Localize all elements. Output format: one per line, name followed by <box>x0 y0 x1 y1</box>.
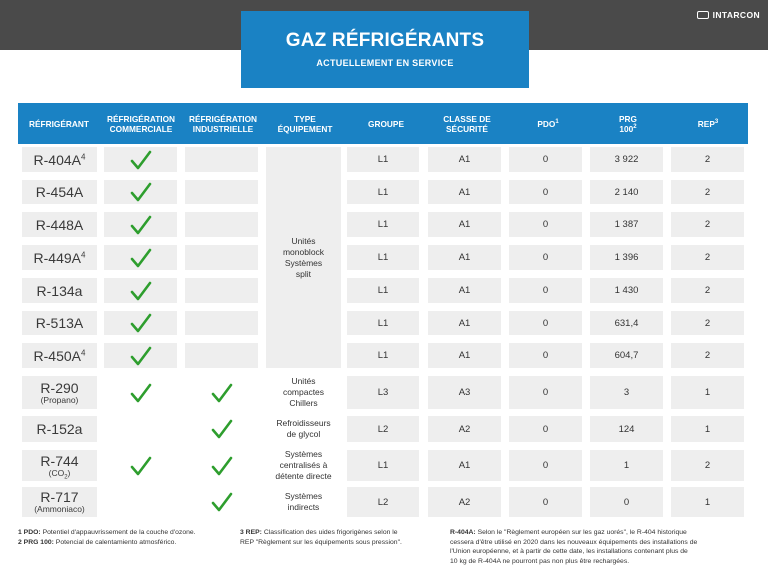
header-prg: PRG $100^2$ <box>619 113 637 134</box>
pdo-cell: 0 <box>509 311 582 335</box>
industrial-check-cell <box>185 487 258 517</box>
type-cell-monoblock: Unités monoblock Systèmes split <box>266 147 341 368</box>
safety-class-cell: A1 <box>428 343 501 368</box>
refrigerant-cell: R-513A <box>22 311 97 335</box>
commercial-check-cell <box>104 311 177 335</box>
safety-class-cell: A1 <box>428 212 501 237</box>
footnote-r404a: R-404A: Selon le "Règlement européen sur les gaz uorés", le R-404 historique cessera d'être utilisé en 2020 dans les nouveaux équipements des installations de l'Union européenne, et à partir de cette date, les installations contenant plus de 10 kg de R-404A ne pourront pas non plus être rechargées. <box>450 529 698 565</box>
pdo-cell: 0 <box>509 487 582 517</box>
prg-cell: 0 <box>590 487 663 517</box>
commercial-check-cell <box>104 487 177 517</box>
rep-cell: 2 <box>671 147 744 172</box>
page-title: GAZ RÉFRIGÉRANTS <box>285 30 485 51</box>
brand-name: INTARCON <box>712 10 760 20</box>
prg-cell: 2 140 <box>590 180 663 204</box>
rep-cell: 2 <box>671 278 744 303</box>
commercial-check-cell <box>104 245 177 270</box>
prg-cell: 1 430 <box>590 278 663 303</box>
refrigerant-cell: R-717 (Ammoniaco) <box>22 487 97 517</box>
industrial-check-cell <box>185 311 258 335</box>
header-industrial: RÉFRIGÉRATION INDUSTRIELLE <box>188 113 258 134</box>
header-pdo: PDO$^1$ <box>537 118 559 129</box>
industrial-check-cell <box>185 212 258 237</box>
industrial-check-cell <box>185 245 258 270</box>
brand-logo <box>697 10 760 20</box>
commercial-check-cell <box>104 278 177 303</box>
header-type: TYPE ÉQUIPEMENT <box>277 113 333 134</box>
prg-cell: 631,4 <box>590 311 663 335</box>
industrial-check-cell <box>185 278 258 303</box>
footnotes-left: 1 PDO: Potentiel d'appauvrissement de la couche d'ozone. 2 PRG 100: Potencial de calentamiento atmosférico. <box>18 529 196 546</box>
prg-cell: 3 <box>590 376 663 409</box>
group-cell: L1 <box>347 147 419 172</box>
group-cell: L2 <box>347 416 419 442</box>
pdo-cell: 0 <box>509 450 582 481</box>
safety-class-cell: A1 <box>428 147 501 172</box>
group-cell: L1 <box>347 311 419 335</box>
prg-cell: 1 396 <box>590 245 663 270</box>
safety-class-cell: A1 <box>428 245 501 270</box>
industrial-check-cell <box>185 376 258 409</box>
check-icon <box>130 383 152 403</box>
safety-class-cell: A2 <box>428 416 501 442</box>
commercial-check-cell <box>104 180 177 204</box>
rep-cell: 2 <box>671 343 744 368</box>
refrigerant-cell: R-134a <box>22 278 97 303</box>
check-icon <box>130 248 152 268</box>
rep-cell: 2 <box>671 450 744 481</box>
pdo-cell: 0 <box>509 147 582 172</box>
type-cell-centralized: Systèmes centralisés à détente directe <box>266 450 341 481</box>
header-group: GROUPE <box>368 118 404 129</box>
rep-cell: 1 <box>671 487 744 517</box>
refrigerant-cell: $R-449A^4$ <box>22 245 97 270</box>
page-subtitle: ACTUELLEMENT EN SERVICE <box>316 58 454 68</box>
refrigerant-cell: R-290 (Propano) <box>22 376 97 409</box>
check-icon <box>130 313 152 333</box>
group-cell: L3 <box>347 376 419 409</box>
refrigerant-cell: R-152a <box>22 416 97 442</box>
refrigerant-cell: R-454A <box>22 180 97 204</box>
check-icon <box>211 419 233 439</box>
type-cell-indirect: Systèmes indirects <box>266 487 341 517</box>
pdo-cell: 0 <box>509 212 582 237</box>
pdo-cell: 0 <box>509 376 582 409</box>
group-cell: L2 <box>347 487 419 517</box>
commercial-check-cell <box>104 450 177 481</box>
safety-class-cell: A1 <box>428 180 501 204</box>
commercial-check-cell <box>104 147 177 172</box>
rep-cell: 2 <box>671 311 744 335</box>
rep-cell: 2 <box>671 212 744 237</box>
safety-class-cell: A1 <box>428 311 501 335</box>
industrial-check-cell <box>185 343 258 368</box>
group-cell: L1 <box>347 212 419 237</box>
footnote-rep: 3 REP: Classification des uides frigorigènes selon le REP "Règlement sur les équipements sous pression". <box>240 529 402 546</box>
commercial-check-cell <box>104 343 177 368</box>
type-cell-glycol: Refroidisseurs de glycol <box>266 416 341 442</box>
safety-class-cell: A3 <box>428 376 501 409</box>
pdo-cell: 0 <box>509 343 582 368</box>
refrigerant-cell: R-744 $(CO_2)$ <box>22 450 97 481</box>
refrigerant-cell: $R-404A^4$ <box>22 147 97 172</box>
commercial-check-cell <box>104 416 177 442</box>
pdo-cell: 0 <box>509 416 582 442</box>
group-cell: L1 <box>347 245 419 270</box>
rep-cell: 1 <box>671 416 744 442</box>
pdo-cell: 0 <box>509 278 582 303</box>
safety-class-cell: A1 <box>428 450 501 481</box>
rep-cell: 1 <box>671 376 744 409</box>
prg-cell: 124 <box>590 416 663 442</box>
commercial-check-cell <box>104 212 177 237</box>
prg-cell: 1 387 <box>590 212 663 237</box>
commercial-check-cell <box>104 376 177 409</box>
refrigerant-cell: $R-450A^4$ <box>22 343 97 368</box>
brand-icon <box>697 11 709 19</box>
prg-cell: 1 <box>590 450 663 481</box>
industrial-check-cell <box>185 416 258 442</box>
header-refrigerant: RÉFRIGÉRANT <box>29 118 89 129</box>
check-icon <box>130 281 152 301</box>
prg-cell: 3 922 <box>590 147 663 172</box>
industrial-check-cell <box>185 450 258 481</box>
pdo-cell: 0 <box>509 245 582 270</box>
header-commercial: RÉFRIGÉRATION COMMERCIALE <box>106 113 176 134</box>
type-cell-compact: Unités compactes Chillers <box>266 376 341 409</box>
group-cell: L1 <box>347 180 419 204</box>
check-icon <box>130 150 152 170</box>
prg-cell: 604,7 <box>590 343 663 368</box>
industrial-check-cell <box>185 180 258 204</box>
check-icon <box>211 492 233 512</box>
rep-cell: 2 <box>671 245 744 270</box>
check-icon <box>130 215 152 235</box>
title-box <box>241 11 529 88</box>
refrigerant-cell: R-448A <box>22 212 97 237</box>
safety-class-cell: A1 <box>428 278 501 303</box>
rep-cell: 2 <box>671 180 744 204</box>
check-icon <box>130 182 152 202</box>
header-rep: REP$^3$ <box>697 118 719 129</box>
safety-class-cell: A2 <box>428 487 501 517</box>
check-icon <box>211 383 233 403</box>
pdo-cell: 0 <box>509 180 582 204</box>
group-cell: L1 <box>347 278 419 303</box>
group-cell: L1 <box>347 450 419 481</box>
industrial-check-cell <box>185 147 258 172</box>
check-icon <box>211 456 233 476</box>
table-header <box>18 103 748 144</box>
check-icon <box>130 456 152 476</box>
group-cell: L1 <box>347 343 419 368</box>
check-icon <box>130 346 152 366</box>
header-safety: CLASSE DE SÉCURITÉ <box>443 113 491 134</box>
